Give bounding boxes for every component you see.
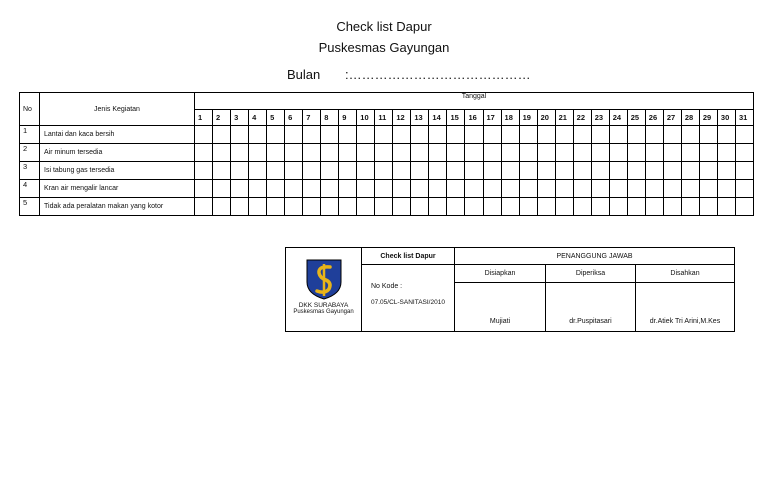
- responsible-header: PENANGGUNG JAWAB: [455, 248, 735, 265]
- check-cell[interactable]: [609, 162, 627, 180]
- check-cell[interactable]: [627, 144, 645, 162]
- row-number: 4: [20, 180, 40, 198]
- check-cell[interactable]: [285, 126, 303, 144]
- approval-table: [285, 247, 735, 332]
- day-header-8: 8: [321, 110, 339, 126]
- check-cell[interactable]: [231, 126, 249, 144]
- day-header-30: 30: [717, 110, 735, 126]
- doc-title-cell: Check list Dapur: [362, 248, 455, 265]
- check-cell[interactable]: [393, 144, 411, 162]
- check-cell[interactable]: [699, 198, 717, 216]
- day-header-2: 2: [213, 110, 231, 126]
- check-cell[interactable]: [213, 126, 231, 144]
- check-cell[interactable]: [735, 162, 753, 180]
- day-header-5: 5: [267, 110, 285, 126]
- check-cell[interactable]: [591, 180, 609, 198]
- check-cell[interactable]: [375, 180, 393, 198]
- check-cell[interactable]: [663, 180, 681, 198]
- check-cell[interactable]: [447, 144, 465, 162]
- day-header-10: 10: [357, 110, 375, 126]
- check-cell[interactable]: [555, 126, 573, 144]
- approved-name: dr.Atiek Tri Arini,M.Kes: [636, 283, 735, 332]
- check-cell[interactable]: [285, 144, 303, 162]
- check-cell[interactable]: [393, 126, 411, 144]
- row-number: 5: [20, 198, 40, 216]
- check-cell[interactable]: [573, 126, 591, 144]
- day-header-19: 19: [519, 110, 537, 126]
- check-cell[interactable]: [645, 126, 663, 144]
- check-cell[interactable]: [285, 180, 303, 198]
- day-header-3: 3: [231, 110, 249, 126]
- check-cell[interactable]: [519, 198, 537, 216]
- check-cell[interactable]: [483, 126, 501, 144]
- check-cell[interactable]: [321, 126, 339, 144]
- day-header-21: 21: [555, 110, 573, 126]
- code-label: No Kode :: [371, 283, 403, 290]
- check-cell[interactable]: [627, 162, 645, 180]
- check-cell[interactable]: [357, 126, 375, 144]
- day-header-29: 29: [699, 110, 717, 126]
- table-row: [20, 144, 754, 162]
- check-cell[interactable]: [447, 126, 465, 144]
- check-cell[interactable]: [357, 144, 375, 162]
- check-cell[interactable]: [591, 162, 609, 180]
- check-cell[interactable]: [303, 198, 321, 216]
- check-cell[interactable]: [555, 180, 573, 198]
- check-cell[interactable]: [699, 144, 717, 162]
- check-cell[interactable]: [735, 180, 753, 198]
- day-header-4: 4: [249, 110, 267, 126]
- table-row: [20, 162, 754, 180]
- check-cell[interactable]: [339, 180, 357, 198]
- check-cell[interactable]: [699, 180, 717, 198]
- day-header-18: 18: [501, 110, 519, 126]
- check-cell[interactable]: [519, 144, 537, 162]
- table-row: [20, 198, 754, 216]
- check-cell[interactable]: [609, 144, 627, 162]
- check-cell[interactable]: [267, 198, 285, 216]
- check-cell[interactable]: [573, 198, 591, 216]
- check-cell[interactable]: [537, 198, 555, 216]
- table-row: [20, 180, 754, 198]
- check-cell[interactable]: [213, 180, 231, 198]
- check-cell[interactable]: [663, 144, 681, 162]
- check-cell[interactable]: [393, 180, 411, 198]
- table-row: [20, 126, 754, 144]
- check-cell[interactable]: [393, 198, 411, 216]
- check-cell[interactable]: [213, 198, 231, 216]
- check-cell[interactable]: [447, 162, 465, 180]
- check-cell[interactable]: [609, 180, 627, 198]
- check-cell[interactable]: [681, 198, 699, 216]
- check-cell[interactable]: [357, 162, 375, 180]
- day-header-17: 17: [483, 110, 501, 126]
- check-cell[interactable]: [411, 180, 429, 198]
- day-header-27: 27: [663, 110, 681, 126]
- row-activity: Tidak ada peralatan makan yang kotor: [40, 198, 195, 216]
- code-value: 07.05/CL-SANITASI/2010: [371, 299, 445, 306]
- check-cell[interactable]: [645, 162, 663, 180]
- check-cell[interactable]: [717, 162, 735, 180]
- org-name: DKK SURABAYA: [298, 302, 349, 309]
- check-cell[interactable]: [519, 126, 537, 144]
- check-cell[interactable]: [555, 144, 573, 162]
- check-cell[interactable]: [465, 126, 483, 144]
- checklist-table: [19, 92, 754, 216]
- document-title: Check list Dapur: [336, 19, 432, 34]
- check-cell[interactable]: [213, 162, 231, 180]
- row-number: 1: [20, 126, 40, 144]
- check-cell[interactable]: [681, 162, 699, 180]
- check-cell[interactable]: [681, 144, 699, 162]
- check-cell[interactable]: [645, 144, 663, 162]
- check-cell[interactable]: [267, 180, 285, 198]
- check-cell[interactable]: [285, 162, 303, 180]
- check-cell[interactable]: [717, 126, 735, 144]
- check-cell[interactable]: [609, 126, 627, 144]
- check-cell[interactable]: [699, 126, 717, 144]
- check-cell[interactable]: [735, 126, 753, 144]
- check-cell[interactable]: [663, 198, 681, 216]
- check-cell[interactable]: [249, 180, 267, 198]
- check-cell[interactable]: [681, 126, 699, 144]
- check-cell[interactable]: [357, 180, 375, 198]
- day-header-1: 1: [195, 110, 213, 126]
- row-number: 2: [20, 144, 40, 162]
- check-cell[interactable]: [609, 198, 627, 216]
- table-header-row: [20, 93, 754, 110]
- check-cell[interactable]: [429, 198, 447, 216]
- col-no-header: No: [20, 93, 40, 126]
- check-cell[interactable]: [591, 126, 609, 144]
- check-cell[interactable]: [465, 162, 483, 180]
- logo-cell: [286, 248, 362, 332]
- check-cell[interactable]: [339, 126, 357, 144]
- check-cell[interactable]: [429, 126, 447, 144]
- check-cell[interactable]: [231, 180, 249, 198]
- check-cell[interactable]: [357, 198, 375, 216]
- day-header-15: 15: [447, 110, 465, 126]
- check-cell[interactable]: [231, 162, 249, 180]
- day-header-14: 14: [429, 110, 447, 126]
- check-cell[interactable]: [627, 126, 645, 144]
- day-header-28: 28: [681, 110, 699, 126]
- check-cell[interactable]: [591, 144, 609, 162]
- check-cell[interactable]: [249, 198, 267, 216]
- check-cell[interactable]: [231, 198, 249, 216]
- check-cell[interactable]: [717, 144, 735, 162]
- check-cell[interactable]: [303, 144, 321, 162]
- check-cell[interactable]: [267, 162, 285, 180]
- check-cell[interactable]: [411, 144, 429, 162]
- check-cell[interactable]: [465, 144, 483, 162]
- day-header-12: 12: [393, 110, 411, 126]
- day-header-7: 7: [303, 110, 321, 126]
- check-cell[interactable]: [699, 162, 717, 180]
- col-date-header: Tanggal: [195, 93, 754, 110]
- check-cell[interactable]: [627, 198, 645, 216]
- day-header-31: 31: [735, 110, 753, 126]
- org-subname: Puskesmas Gayungan: [293, 309, 354, 315]
- day-header-20: 20: [537, 110, 555, 126]
- check-cell[interactable]: [627, 180, 645, 198]
- month-value: :……………………………………: [345, 67, 531, 82]
- check-cell[interactable]: [339, 162, 357, 180]
- check-cell[interactable]: [663, 126, 681, 144]
- check-cell[interactable]: [645, 180, 663, 198]
- checked-name: dr.Puspitasari: [546, 283, 636, 332]
- check-cell[interactable]: [447, 198, 465, 216]
- check-cell[interactable]: [537, 126, 555, 144]
- check-cell[interactable]: [375, 162, 393, 180]
- check-cell[interactable]: [573, 144, 591, 162]
- check-cell[interactable]: [537, 144, 555, 162]
- day-header-16: 16: [465, 110, 483, 126]
- row-activity: Lantai dan kaca bersih: [40, 126, 195, 144]
- approved-label: Disahkan: [636, 265, 735, 283]
- check-cell[interactable]: [501, 126, 519, 144]
- check-cell[interactable]: [717, 198, 735, 216]
- row-activity: Isi tabung gas tersedia: [40, 162, 195, 180]
- check-cell[interactable]: [195, 162, 213, 180]
- month-field: [287, 67, 531, 82]
- check-cell[interactable]: [429, 162, 447, 180]
- check-cell[interactable]: [213, 144, 231, 162]
- check-cell[interactable]: [249, 144, 267, 162]
- day-header-22: 22: [573, 110, 591, 126]
- checked-label: Diperiksa: [546, 265, 636, 283]
- check-cell[interactable]: [717, 180, 735, 198]
- check-cell[interactable]: [483, 198, 501, 216]
- document-subtitle: Puskesmas Gayungan: [318, 40, 450, 55]
- day-header-24: 24: [609, 110, 627, 126]
- check-cell[interactable]: [393, 162, 411, 180]
- day-header-23: 23: [591, 110, 609, 126]
- check-cell[interactable]: [465, 180, 483, 198]
- check-cell[interactable]: [555, 198, 573, 216]
- check-cell[interactable]: [303, 162, 321, 180]
- check-cell[interactable]: [483, 144, 501, 162]
- col-activity-header: Jenis Kegiatan: [40, 93, 195, 126]
- check-cell[interactable]: [303, 126, 321, 144]
- check-cell[interactable]: [303, 180, 321, 198]
- check-cell[interactable]: [681, 180, 699, 198]
- day-header-13: 13: [411, 110, 429, 126]
- day-header-11: 11: [375, 110, 393, 126]
- check-cell[interactable]: [249, 126, 267, 144]
- check-cell[interactable]: [573, 162, 591, 180]
- check-cell[interactable]: [267, 126, 285, 144]
- check-cell[interactable]: [519, 180, 537, 198]
- check-cell[interactable]: [195, 144, 213, 162]
- check-cell[interactable]: [231, 144, 249, 162]
- check-cell[interactable]: [339, 198, 357, 216]
- check-cell[interactable]: [375, 144, 393, 162]
- day-header-9: 9: [339, 110, 357, 126]
- check-cell[interactable]: [429, 180, 447, 198]
- day-header-26: 26: [645, 110, 663, 126]
- check-cell[interactable]: [267, 144, 285, 162]
- day-header-6: 6: [285, 110, 303, 126]
- check-cell[interactable]: [501, 162, 519, 180]
- prepared-name: Mujiati: [455, 283, 546, 332]
- check-cell[interactable]: [537, 180, 555, 198]
- check-cell[interactable]: [429, 144, 447, 162]
- check-cell[interactable]: [411, 198, 429, 216]
- row-activity: Kran air mengalir lancar: [40, 180, 195, 198]
- doc-code-cell: [362, 265, 455, 332]
- check-cell[interactable]: [645, 198, 663, 216]
- check-cell[interactable]: [573, 180, 591, 198]
- check-cell[interactable]: [501, 198, 519, 216]
- row-activity: Air minum tersedia: [40, 144, 195, 162]
- check-cell[interactable]: [735, 144, 753, 162]
- check-cell[interactable]: [411, 162, 429, 180]
- check-cell[interactable]: [195, 198, 213, 216]
- check-cell[interactable]: [321, 144, 339, 162]
- check-cell[interactable]: [501, 180, 519, 198]
- check-cell[interactable]: [321, 180, 339, 198]
- check-cell[interactable]: [735, 198, 753, 216]
- check-cell[interactable]: [285, 198, 303, 216]
- check-cell[interactable]: [321, 162, 339, 180]
- prepared-label: Disiapkan: [455, 265, 546, 283]
- dkk-surabaya-logo-icon: [304, 258, 344, 300]
- check-cell[interactable]: [465, 198, 483, 216]
- check-cell[interactable]: [447, 180, 465, 198]
- day-header-25: 25: [627, 110, 645, 126]
- check-cell[interactable]: [411, 126, 429, 144]
- check-cell[interactable]: [321, 198, 339, 216]
- check-cell[interactable]: [663, 162, 681, 180]
- check-cell[interactable]: [501, 144, 519, 162]
- row-number: 3: [20, 162, 40, 180]
- check-cell[interactable]: [249, 162, 267, 180]
- check-cell[interactable]: [591, 198, 609, 216]
- check-cell[interactable]: [375, 126, 393, 144]
- check-cell[interactable]: [483, 162, 501, 180]
- check-cell[interactable]: [537, 162, 555, 180]
- check-cell[interactable]: [519, 162, 537, 180]
- check-cell[interactable]: [555, 162, 573, 180]
- check-cell[interactable]: [339, 144, 357, 162]
- check-cell[interactable]: [195, 180, 213, 198]
- check-cell[interactable]: [195, 126, 213, 144]
- check-cell[interactable]: [375, 198, 393, 216]
- month-label: Bulan: [287, 67, 321, 82]
- check-cell[interactable]: [483, 180, 501, 198]
